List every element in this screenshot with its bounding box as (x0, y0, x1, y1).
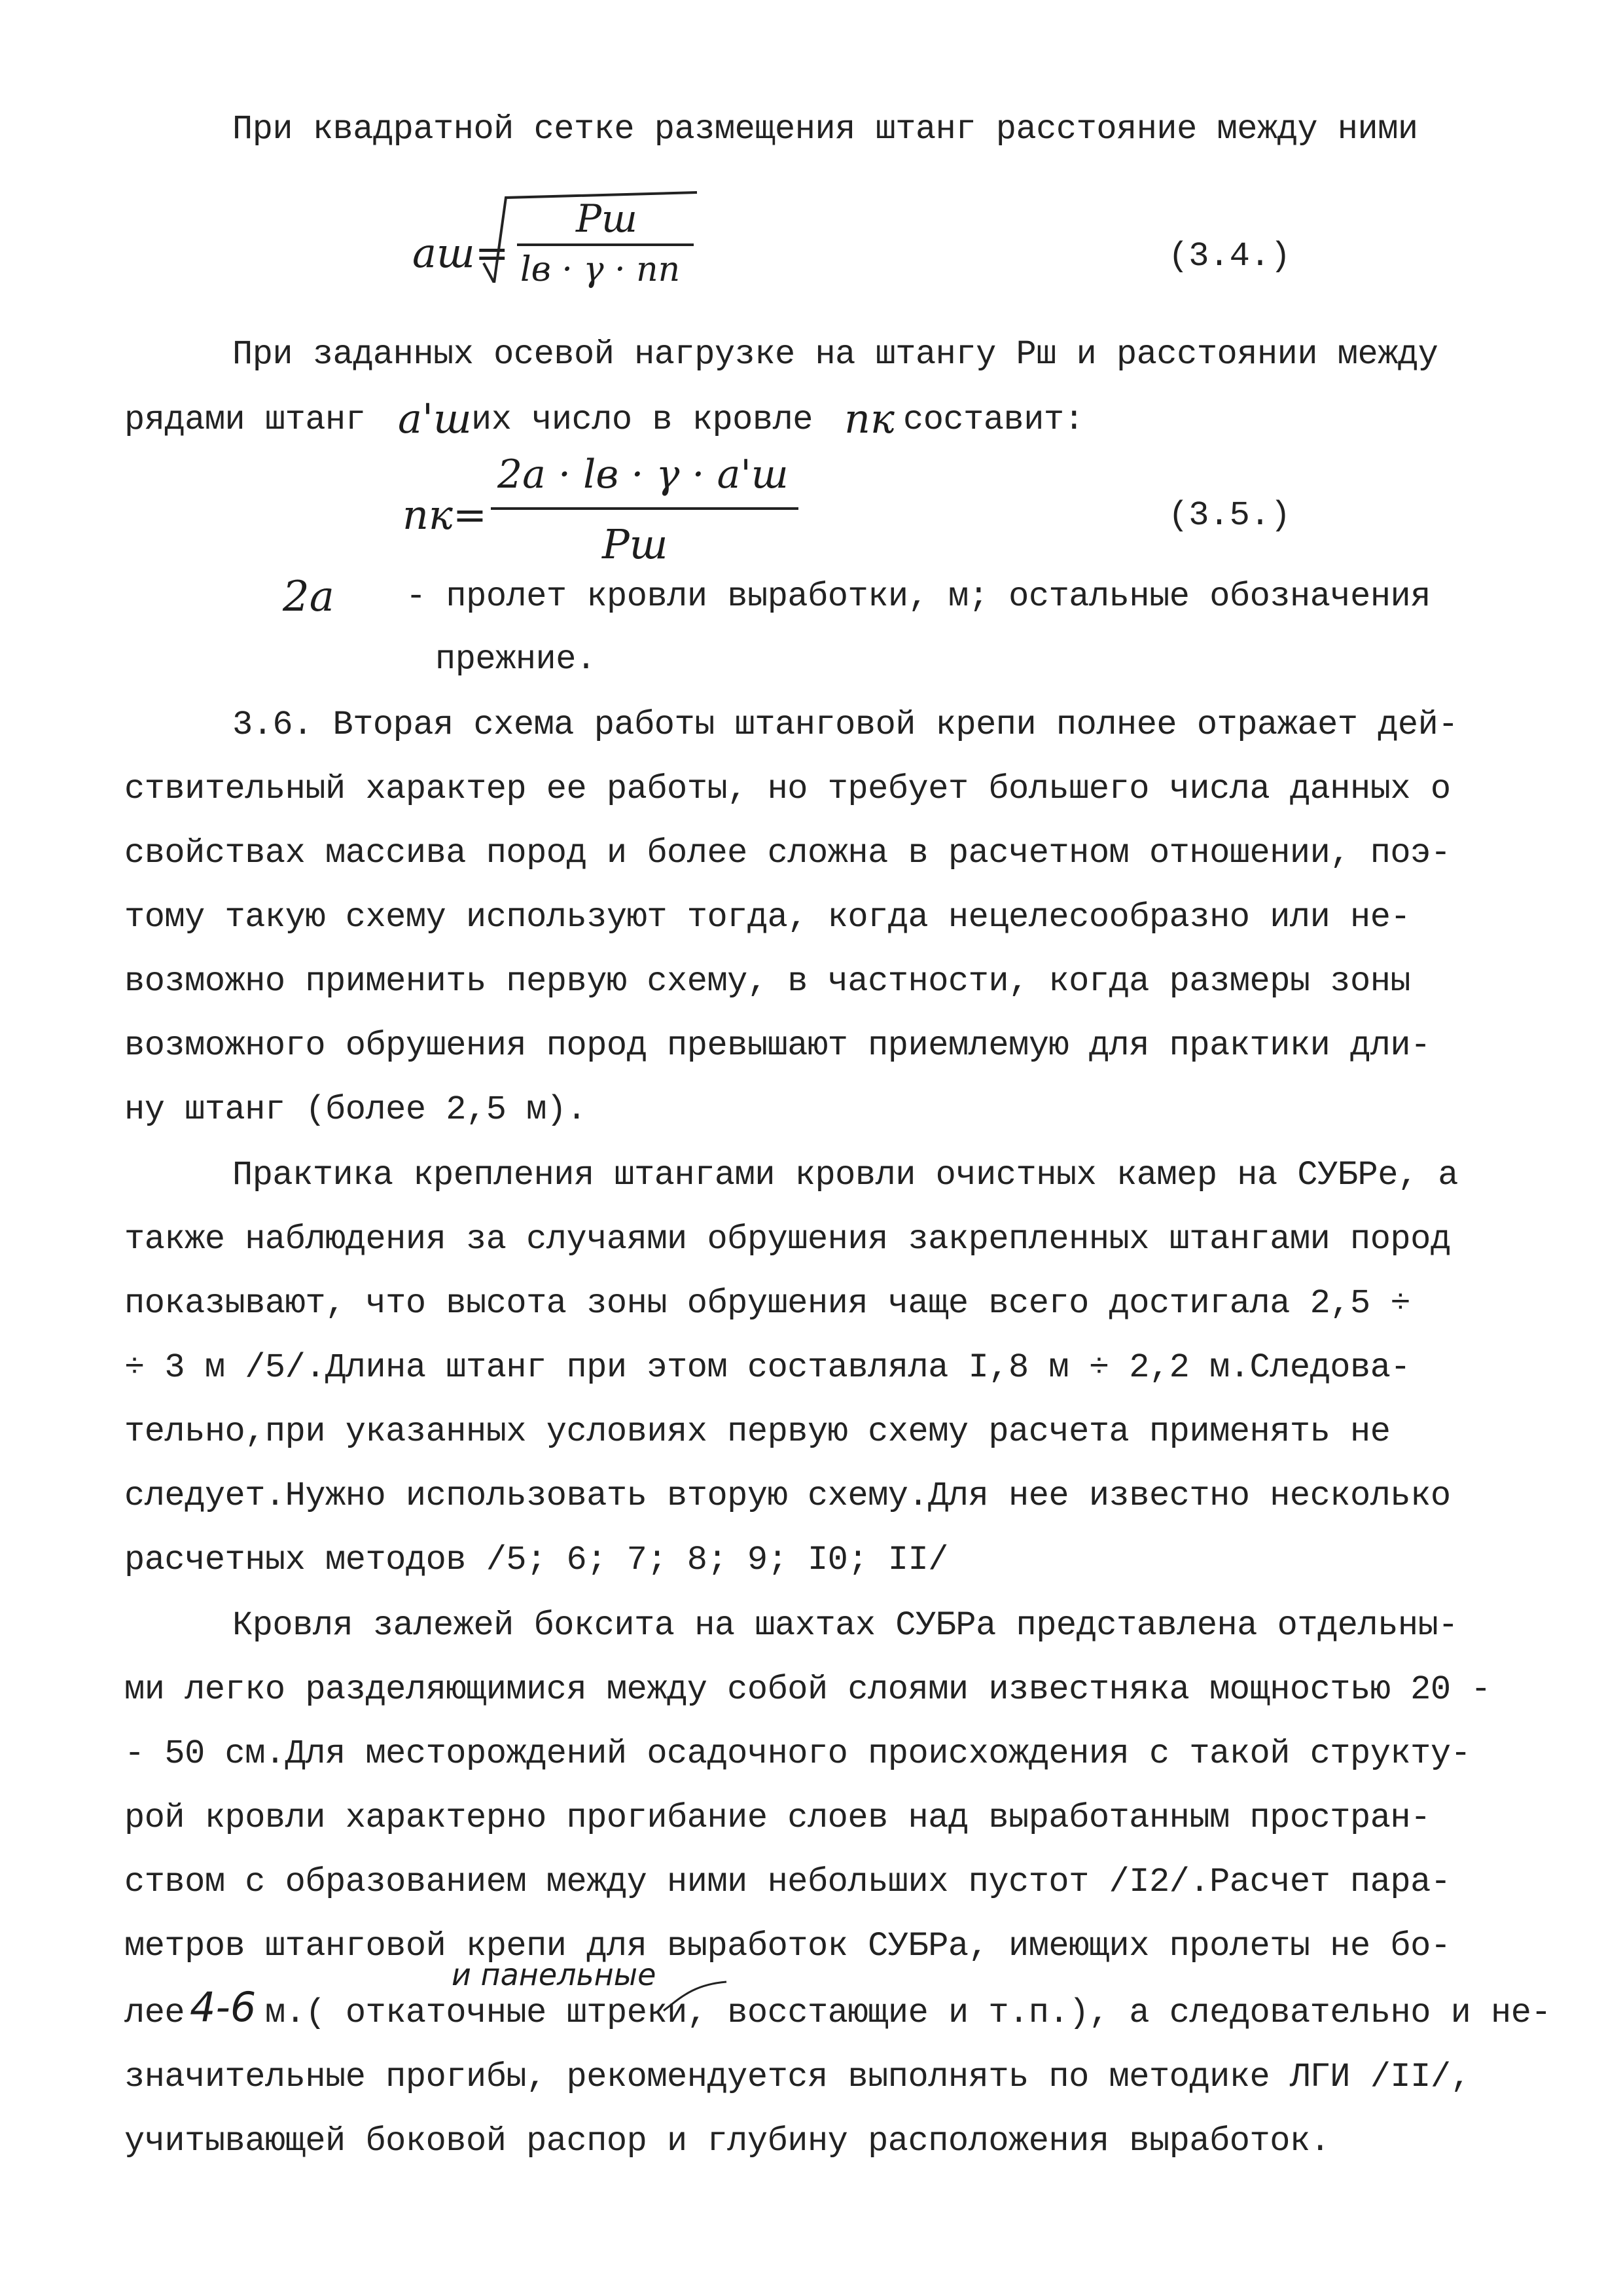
practice-line: следует.Нужно использовать вторую схему.Для нее известно несколько (124, 1477, 1451, 1515)
symbol-n-k: nк (844, 395, 895, 442)
roof-line-7a: лее (124, 1994, 185, 2032)
roof-line: учитывающей боковой распор и глубину расположения выработок. (124, 2122, 1330, 2161)
intro-line: При квадратной сетке размещения штанг расстояние между ними (232, 110, 1418, 149)
p36-line: ну штанг (более 2,5 м). (124, 1090, 587, 1129)
practice-line: Практика крепления штангами кровли очистных камер на СУБРе, а (232, 1156, 1459, 1194)
load-para-line-1: При заданных осевой нагрузке на штангу Pш и расстоянии между (232, 335, 1438, 374)
eq34-fraction-bar (517, 243, 694, 246)
practice-line: расчетных методов /5; 6; 7; 8; 9; I0; II/ (124, 1541, 948, 1579)
eq34-numerator: Pш (576, 196, 637, 241)
definition-symbol-2a: 2a (283, 573, 334, 621)
roof-line: ством с образованием между ними небольших пустот /I2/.Расчет пара- (124, 1863, 1451, 1901)
eq34-lhs: aш= (412, 229, 509, 277)
load-para-line-2c: составит: (903, 401, 1084, 439)
p36-line: свойствах массива пород и более сложна в расчетном отношении, поэ- (124, 834, 1451, 872)
eq35-lhs: nк= (402, 491, 487, 539)
eq34-denominator: lв · γ · nп (520, 250, 681, 289)
roof-line-7b: м.( откаточные штреки, восстающие и т.п.), а следовательно и не- (265, 1994, 1552, 2032)
eq35-label: (3.5.) (1168, 496, 1291, 535)
load-para-line-2b: их число в кровле (471, 401, 813, 439)
practice-line: показывают, что высота зоны обрушения чаще всего достигала 2,5 ÷ (124, 1284, 1411, 1323)
roof-line: Кровля залежей боксита на шахтах СУБРа представлена отдельны- (232, 1606, 1459, 1645)
practice-line: также наблюдения за случаями обрушения закрепленных штангами пород (124, 1220, 1451, 1259)
practice-line: тельно,при указанных условиях первую схему расчета применять не (124, 1412, 1391, 1451)
practice-line: ÷ 3 м /5/.Длина штанг при этом составляла I,8 м ÷ 2,2 м.Следова- (124, 1348, 1411, 1387)
p36-line: ствительный характер ее работы, но требует большего числа данных о (124, 770, 1451, 808)
eq35-fraction-bar (491, 507, 798, 510)
p36-line: тому такую схему используют тогда, когда нецелесообразно или не- (124, 898, 1411, 937)
eq35-numerator: 2a · lв · γ · a'ш (497, 452, 789, 497)
handwritten-span: 4-6 (190, 1983, 257, 2031)
p36-line: 3.6. Вторая схема работы штанговой крепи полнее отражает дей- (232, 706, 1459, 744)
roof-line: значительные прогибы, рекомендуется выполнять по методике ЛГИ /II/, (124, 2058, 1471, 2096)
load-para-line-2a: рядами штанг (124, 401, 366, 439)
roof-line: рой кровли характерно прогибание слоев над выработанным простран- (124, 1799, 1431, 1837)
roof-line: - 50 см.Для месторождений осадочного происхождения с такой структу- (124, 1734, 1471, 1773)
eq34-label: (3.4.) (1168, 237, 1291, 276)
p36-line: возможно применить первую схему, в частности, когда размеры зоны (124, 962, 1411, 1001)
handwritten-insert: и панельные (452, 1957, 656, 1992)
roof-line: метров штанговой крепи для выработок СУБРа, имеющих пролеты не бо- (124, 1927, 1451, 1965)
symbol-a-prime-sh: a'ш (398, 395, 472, 442)
roof-line: ми легко разделяющимися между собой слоями известняка мощностью 20 - (124, 1670, 1491, 1709)
definition-line-1: - пролет кровли выработки, м; остальные обозначения (406, 577, 1431, 616)
definition-line-2: прежние. (435, 640, 596, 679)
p36-line: возможного обрушения пород превышают приемлемую для практики дли- (124, 1026, 1431, 1065)
eq35-denominator: Pш (602, 520, 668, 568)
